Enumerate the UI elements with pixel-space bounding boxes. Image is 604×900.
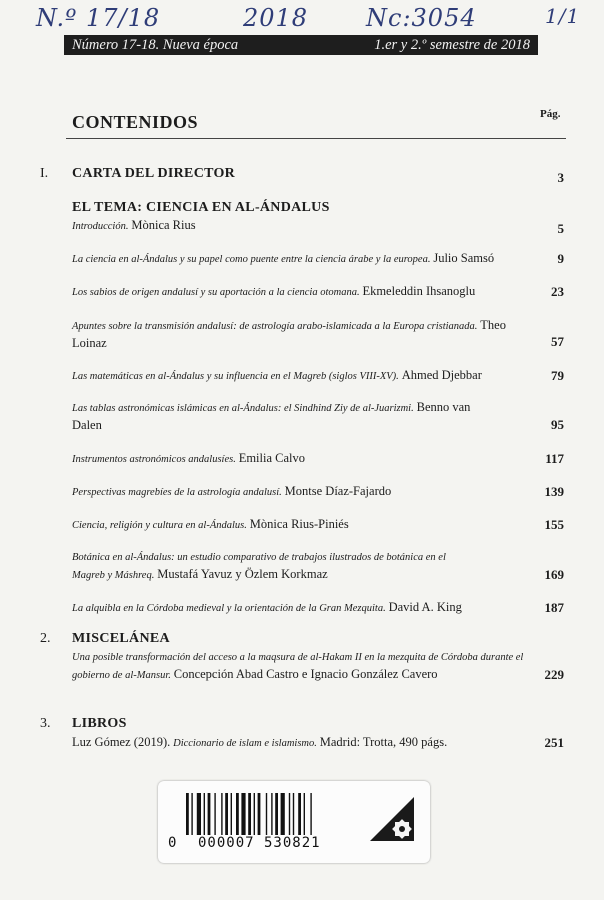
toc-entry[interactable]: Luz Gómez (2019). Diccionario de islam e islamismo. Madrid: Trotta, 490 págs.	[72, 735, 448, 749]
barcode-label	[158, 781, 430, 863]
theme-title: EL TEMA: CIENCIA EN AL-ÁNDALUS	[72, 200, 330, 215]
page-number: 5	[557, 221, 564, 236]
divider	[66, 138, 566, 139]
page-number: 229	[544, 667, 564, 682]
page-number: 251	[544, 735, 564, 750]
handwritten-copy-number: 1/1	[545, 4, 581, 28]
section-number: 3.	[40, 716, 51, 731]
page-number: 187	[544, 600, 564, 615]
section-title: CARTA DEL DIRECTOR	[72, 166, 236, 181]
section-number: 2.	[40, 631, 51, 646]
semester-label: 1.er y 2.º semestre de 2018	[374, 36, 530, 53]
toc-entry[interactable]: La ciencia en al-Ándalus y su papel como puente entre la ciencia árabe y la europea. Julio Samsó	[72, 251, 495, 265]
page-number: 117	[545, 451, 564, 466]
toc-entry[interactable]: Botánica en al-Ándalus: un estudio comparativo de trabajos ilustrados de botánica en el Magreb y Máshreq. Mustafá Yavuz y Özlem Korkmaz	[72, 552, 446, 581]
page-number: 9	[557, 251, 564, 266]
section-title: MISCELÁNEA	[72, 631, 170, 646]
toc-entry[interactable]: Apuntes sobre la transmisión andalusí: de astrología arabo-islamicada a la Europa cristianada. Theo Loinaz	[72, 318, 506, 350]
section-title: LIBROS	[72, 716, 127, 731]
toc-entry[interactable]: Las matemáticas en al-Ándalus y su influencia en el Magreb (siglos VIII-XV). Ahmed Djebbar	[72, 368, 482, 382]
page-column-label: Pág.	[540, 108, 561, 120]
toc-entry[interactable]: Una posible transformación del acceso a la maqsura de al-Hakam II en la mezquita de Córdoba durante el gobierno de al-Mansur. Concepción Abad Castro e Ignacio González Cavero	[72, 652, 524, 681]
toc-entry[interactable]: La alquibla en la Córdoba medieval y la orientación de la Gran Mezquita. David A. King	[72, 600, 462, 614]
page-number: 95	[551, 417, 564, 432]
page-title: CONTENIDOS	[72, 112, 199, 132]
toc-entry[interactable]: Las tablas astronómicas islámicas en al-Ándalus: el Sindhind Ziy de al-Juarizmi. Benno van Dalen	[72, 400, 471, 432]
handwritten-year: 2018	[243, 4, 309, 32]
page-number: 23	[551, 284, 564, 299]
page-number: 155	[544, 517, 564, 532]
toc-entry[interactable]: Perspectivas magrebíes de la astrología andalusí. Montse Díaz-Fajardo	[72, 484, 392, 498]
page-number: 3	[557, 170, 564, 185]
star-logo-icon	[364, 791, 420, 847]
toc-entry[interactable]: Introducción. Mònica Rius	[72, 218, 196, 232]
issue-banner	[64, 35, 538, 55]
page-number: 139	[544, 484, 564, 499]
barcode-icon	[186, 793, 356, 835]
toc-entry[interactable]: Instrumentos astronómicos andalusíes. Emilia Calvo	[72, 451, 306, 465]
barcode-lead-digit: 0	[168, 835, 178, 851]
page-number: 57	[551, 334, 564, 349]
section-number: I.	[40, 166, 49, 181]
issue-number-label: Número 17-18. Nueva época	[72, 36, 239, 53]
handwritten-issue-number: N.º 17/18	[36, 4, 161, 32]
handwritten-catalog-number: Nc:3054	[366, 4, 477, 32]
barcode-digits: 000007 530821	[198, 835, 321, 851]
page-number: 169	[544, 567, 564, 582]
toc-entry[interactable]: Los sabios de origen andalusí y su aportación a la ciencia otomana. Ekmeleddin Ihsanoglu	[72, 284, 476, 298]
page-number: 79	[551, 368, 564, 383]
toc-entry[interactable]: Ciencia, religión y cultura en al-Ándalus. Mònica Rius-Piniés	[72, 517, 349, 531]
